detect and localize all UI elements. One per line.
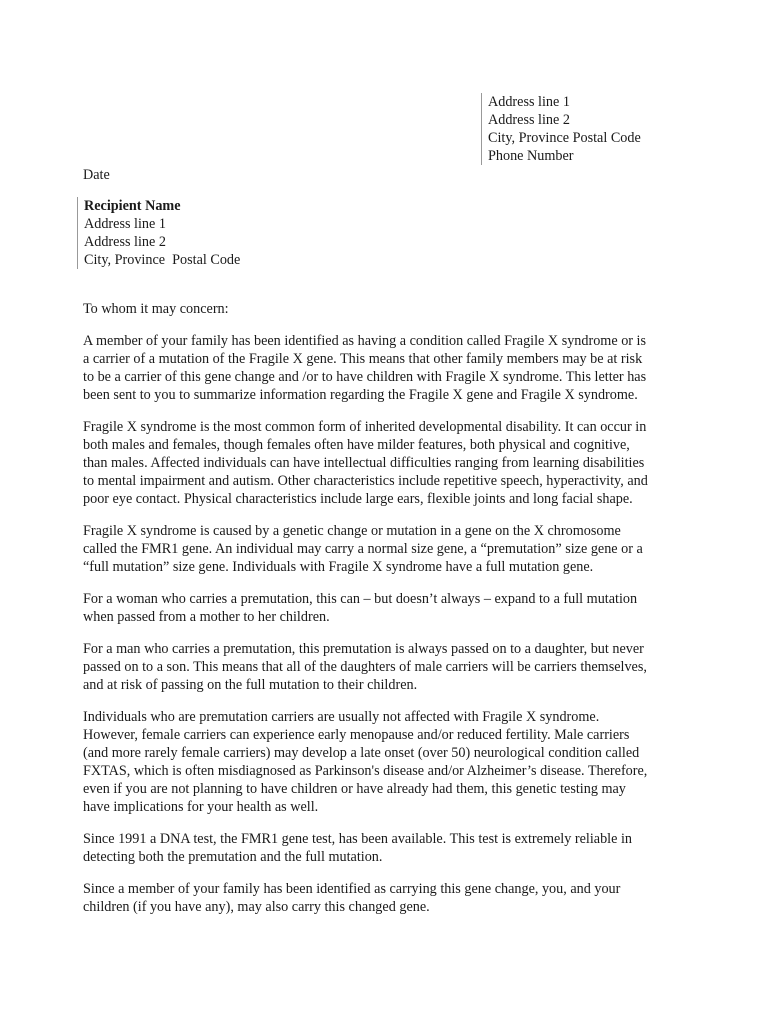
paragraph-line: Since 1991 a DNA test, the FMR1 gene test, has been available. This test is extremely reliable in: [83, 831, 632, 847]
paragraph-line: However, female carriers can experience early menopause and/or reduced fertility. Male carriers: [83, 727, 630, 743]
sender-address-block: [481, 93, 641, 165]
body-paragraph-5: [83, 640, 689, 694]
body-paragraph-3: [83, 522, 689, 576]
paragraph-line: been sent to you to summarize information regarding the Fragile X gene and Fragile X syndrome.: [83, 387, 638, 403]
paragraph-line: (and more rarely female carriers) may develop a late onset (over 50) neurological condition called: [83, 745, 640, 761]
paragraph-line: than males. Affected individuals can have intellectual difficulties ranging from learning disabilities: [83, 455, 645, 471]
paragraph-line: “full mutation” size gene. Individuals with Fragile X syndrome have a full mutation gene.: [83, 559, 594, 575]
paragraph-line: even if you are not planning to have children or have already had them, this genetic testing may: [83, 781, 626, 797]
paragraph-line: FXTAS, which is often misdiagnosed as Parkinson's disease and/or Alzheimer’s disease. Therefore,: [83, 763, 648, 779]
body-paragraph-1: [83, 332, 689, 404]
paragraph-line: children (if you have any), may also carry this changed gene.: [83, 899, 430, 915]
body-paragraph-2: [83, 418, 689, 508]
paragraph-line: when passed from a mother to her children.: [83, 609, 330, 625]
body-paragraph-7: [83, 830, 689, 866]
paragraph-line: called the FMR1 gene. An individual may carry a normal size gene, a “premutation” size gene or a: [83, 541, 643, 557]
paragraph-line: Fragile X syndrome is the most common form of inherited developmental disability. It can occur in: [83, 419, 647, 435]
recipient-address-line-2: Address line 2: [84, 234, 166, 250]
paragraph-line: a carrier of a mutation of the Fragile X gene. This means that other family members may be at risk: [83, 351, 643, 367]
paragraph-line: to mental impairment and autism. Other characteristics include repetitive speech, hyperactivity, and: [83, 473, 648, 489]
sender-address-line-1: Address line 1: [488, 94, 570, 110]
paragraph-line: and at risk of passing on the full mutation to their children.: [83, 677, 418, 693]
recipient-address-block: [77, 197, 240, 269]
paragraph-line: detecting both the premutation and the full mutation.: [83, 849, 383, 865]
letter-date: Date: [83, 167, 110, 183]
body-paragraph-6: [83, 708, 689, 816]
body-paragraph-4: [83, 590, 689, 626]
paragraph-line: For a woman who carries a premutation, this can – but doesn’t always – expand to a full mutation: [83, 591, 638, 607]
paragraph-line: poor eye contact. Physical characteristics include large ears, flexible joints and long facial shape.: [83, 491, 633, 507]
recipient-address-line-1: Address line 1: [84, 216, 166, 232]
body-paragraph-8: [83, 880, 689, 916]
letter-body: [83, 332, 689, 930]
paragraph-line: have implications for your health as well.: [83, 799, 319, 815]
sender-phone: Phone Number: [488, 148, 574, 164]
paragraph-line: to be a carrier of this gene change and /or to have children with Fragile X syndrome. This letter has: [83, 369, 647, 385]
paragraph-line: A member of your family has been identified as having a condition called Fragile X syndrome or is: [83, 333, 647, 349]
sender-address-line-2: Address line 2: [488, 112, 570, 128]
recipient-city-line: City, Province Postal Code: [84, 252, 241, 268]
sender-city-line: City, Province Postal Code: [488, 130, 641, 146]
paragraph-line: Fragile X syndrome is caused by a genetic change or mutation in a gene on the X chromosome: [83, 523, 621, 539]
paragraph-line: passed on to a son. This means that all of the daughters of male carriers will be carriers themselves,: [83, 659, 647, 675]
paragraph-line: Individuals who are premutation carriers are usually not affected with Fragile X syndrome.: [83, 709, 600, 725]
paragraph-line: For a man who carries a premutation, this premutation is always passed on to a daughter, but never: [83, 641, 644, 657]
recipient-name: Recipient Name: [84, 198, 181, 214]
paragraph-line: both males and females, though females often have milder features, both physical and cognitive,: [83, 437, 630, 453]
paragraph-line: Since a member of your family has been identified as carrying this gene change, you, and your: [83, 881, 621, 897]
salutation: To whom it may concern:: [83, 301, 229, 317]
